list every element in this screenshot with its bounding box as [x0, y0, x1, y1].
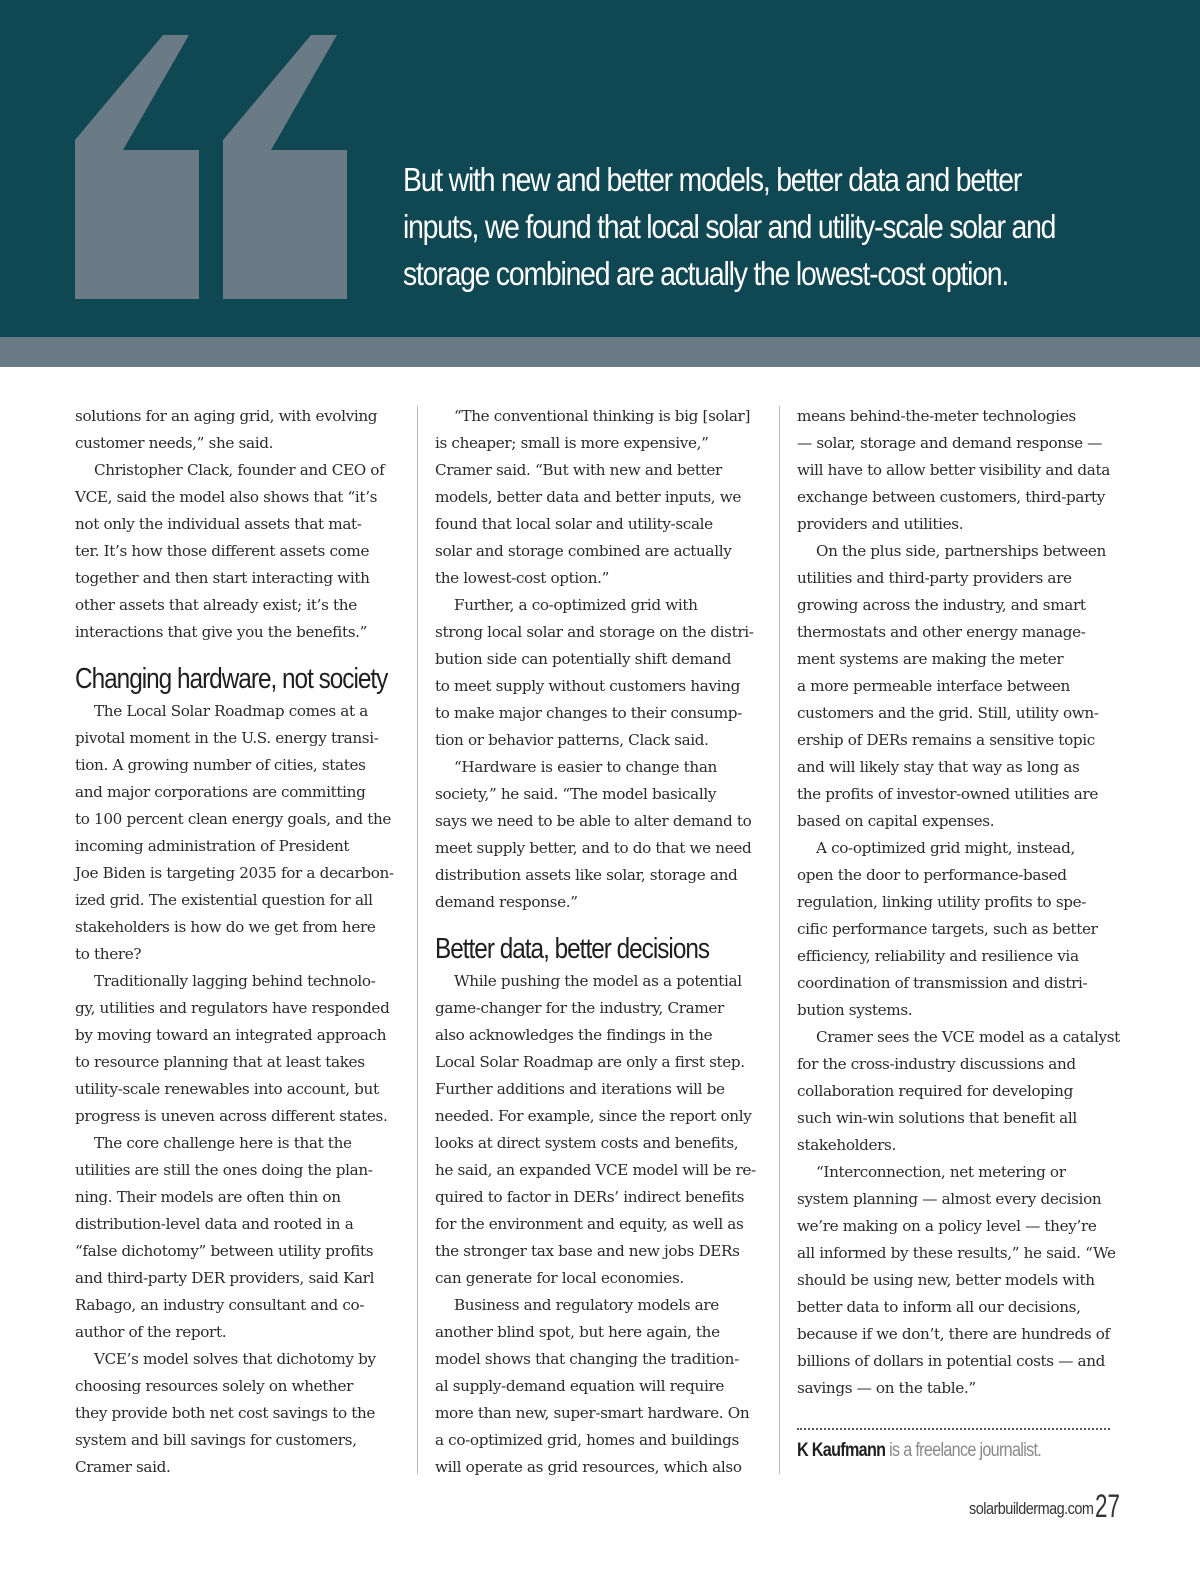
text-line: gy, utilities and regulators have responded — [75, 999, 390, 1017]
text-line: distribution assets like solar, storage and — [435, 866, 738, 884]
text-line: solar and storage combined are actually — [435, 542, 732, 560]
text-line: On the plus side, partnerships between — [816, 542, 1106, 560]
text-line: “The conventional thinking is big [solar] — [454, 407, 751, 425]
text-line: society,” he said. “The model basically — [435, 785, 717, 803]
text-line: coordination of transmission and distri- — [797, 974, 1088, 992]
quote-mark-right — [223, 35, 347, 299]
text-line: “Interconnection, net metering or — [816, 1163, 1066, 1181]
text-line: another blind spot, but here again, the — [435, 1323, 720, 1341]
text-line: should be using new, better models with — [797, 1271, 1095, 1289]
paragraph — [75, 968, 400, 1130]
pull-quote-line: But with new and better models, better data and better — [403, 161, 1022, 198]
text-line: will have to allow better visibility and data — [797, 461, 1110, 479]
text-line: stakeholders. — [797, 1136, 896, 1154]
text-line: can generate for local economies. — [435, 1269, 684, 1287]
text-line: says we need to be able to alter demand to — [435, 812, 752, 830]
text-line: — solar, storage and demand response — — [797, 434, 1103, 452]
text-line: to make major changes to their consump- — [435, 704, 742, 722]
quotation-mark-icon — [75, 35, 350, 300]
text-line: distribution-level data and rooted in a — [75, 1215, 354, 1233]
text-line: system planning — almost every decision — [797, 1190, 1102, 1208]
text-line: and will likely stay that way as long as — [797, 758, 1080, 776]
paragraph — [435, 754, 763, 916]
text-line: Further additions and iterations will be — [435, 1080, 725, 1098]
text-line: a co-optimized grid, homes and buildings — [435, 1431, 739, 1449]
text-line: Traditionally lagging behind technolo- — [94, 972, 376, 990]
text-line: efficiency, reliability and resilience via — [797, 947, 1079, 965]
text-line: models, better data and better inputs, we — [435, 488, 742, 506]
text-line: we’re making on a policy level — they’re — [797, 1217, 1097, 1235]
text-line: Cramer sees the VCE model as a catalyst — [816, 1028, 1120, 1046]
text-line: other assets that already exist; it’s the — [75, 596, 357, 614]
text-line: such win-win solutions that benefit all — [797, 1109, 1077, 1127]
text-line: all informed by these results,” he said. “We — [797, 1244, 1116, 1262]
paragraph — [435, 592, 763, 754]
paragraph — [797, 1024, 1122, 1159]
text-line: ership of DERs remains a sensitive topic — [797, 731, 1095, 749]
text-line: Further, a co-optimized grid with — [454, 596, 698, 614]
paragraph — [435, 968, 763, 1292]
text-line: means behind-the-meter technologies — [797, 407, 1076, 425]
paragraph — [75, 698, 400, 968]
text-line: the stronger tax base and new jobs DERs — [435, 1242, 740, 1260]
text-line: to there? — [75, 945, 142, 963]
paragraph — [797, 403, 1122, 538]
pull-quote — [403, 156, 1056, 297]
page-number: 27 — [1095, 1488, 1120, 1524]
text-line: not only the individual assets that mat- — [75, 515, 362, 533]
text-line: they provide both net cost savings to the — [75, 1404, 376, 1422]
text-line: utility-scale renewables into account, but — [75, 1080, 379, 1098]
dotted-divider — [797, 1428, 1110, 1430]
text-line: found that local solar and utility-scale — [435, 515, 713, 533]
text-line: to meet supply without customers having — [435, 677, 740, 695]
text-line: looks at direct system costs and benefits, — [435, 1134, 739, 1152]
text-line: more than new, super-smart hardware. On — [435, 1404, 750, 1422]
paragraph — [797, 835, 1122, 1024]
text-line: tion. A growing number of cities, states — [75, 756, 366, 774]
text-line: The core challenge here is that the — [94, 1134, 352, 1152]
text-line: regulation, linking utility profits to spe- — [797, 893, 1087, 911]
text-line: author of the report. — [75, 1323, 227, 1341]
text-line: the profits of investor-owned utilities are — [797, 785, 1099, 803]
text-line: Local Solar Roadmap are only a first step. — [435, 1053, 745, 1071]
article-column-2 — [435, 403, 763, 1481]
paragraph — [75, 1130, 400, 1346]
text-line: the lowest-cost option.” — [435, 569, 610, 587]
text-line: bution side can potentially shift demand — [435, 650, 732, 668]
text-line: providers and utilities. — [797, 515, 964, 533]
text-line: by moving toward an integrated approach — [75, 1026, 387, 1044]
text-line: Joe Biden is targeting 2035 for a decarbon- — [75, 864, 394, 882]
text-line: stakeholders is how do we get from here — [75, 918, 376, 936]
article-column-3 — [797, 403, 1122, 1402]
text-line: collaboration required for developing — [797, 1082, 1073, 1100]
text-line: ized grid. The existential question for all — [75, 891, 373, 909]
text-line: growing across the industry, and smart — [797, 596, 1086, 614]
text-line: model shows that changing the tradition- — [435, 1350, 739, 1368]
text-line: and third-party DER providers, said Karl — [75, 1269, 375, 1287]
text-line: strong local solar and storage on the distri- — [435, 623, 754, 641]
paragraph — [435, 1292, 763, 1481]
text-line: meet supply better, and to do that we need — [435, 839, 752, 857]
text-line: tion or behavior patterns, Clack said. — [435, 731, 709, 749]
text-line: system and bill savings for customers, — [75, 1431, 357, 1449]
text-line: to 100 percent clean energy goals, and the — [75, 810, 392, 828]
text-line: ment systems are making the meter — [797, 650, 1064, 668]
author-bio — [797, 1440, 1041, 1462]
text-line: Christopher Clack, founder and CEO of — [94, 461, 385, 479]
text-line: Cramer said. — [75, 1458, 171, 1476]
text-line: based on capital expenses. — [797, 812, 995, 830]
text-line: a more permeable interface between — [797, 677, 1070, 695]
paragraph — [435, 403, 763, 592]
text-line: and major corporations are committing — [75, 783, 366, 801]
text-line: choosing resources solely on whether — [75, 1377, 354, 1395]
text-line: “false dichotomy” between utility profits — [75, 1242, 374, 1260]
paragraph — [75, 457, 400, 646]
text-line: will operate as grid resources, which also — [435, 1458, 742, 1476]
text-line: is cheaper; small is more expensive,” — [435, 434, 709, 452]
text-line: quired to factor in DERs’ indirect benefits — [435, 1188, 745, 1206]
text-line: Business and regulatory models are — [454, 1296, 719, 1314]
footer-url: solarbuildermag.com — [969, 1499, 1094, 1518]
section-heading: Better data, better decisions — [435, 933, 710, 965]
text-line: Rabago, an industry consultant and co- — [75, 1296, 365, 1314]
text-line: interactions that give you the benefits.” — [75, 623, 368, 641]
paragraph — [75, 1346, 400, 1481]
text-line: customers and the grid. Still, utility own- — [797, 704, 1099, 722]
quote-mark-left — [75, 35, 199, 299]
text-line: thermostats and other energy manage- — [797, 623, 1086, 641]
paragraph — [797, 538, 1122, 835]
text-line: game-changer for the industry, Cramer — [435, 999, 724, 1017]
paragraph — [797, 1159, 1122, 1402]
article-column-1 — [75, 403, 400, 1481]
text-line: pivotal moment in the U.S. energy transi- — [75, 729, 379, 747]
text-line: bution systems. — [797, 1001, 913, 1019]
text-line: progress is uneven across different states. — [75, 1107, 388, 1125]
text-line: to resource planning that at least takes — [75, 1053, 365, 1071]
text-line: savings — on the table.” — [797, 1379, 976, 1397]
column-divider — [779, 406, 780, 1474]
text-line: cific performance targets, such as better — [797, 920, 1098, 938]
text-line: needed. For example, since the report only — [435, 1107, 752, 1125]
text-line: incoming administration of President — [75, 837, 350, 855]
text-line: A co-optimized grid might, instead, — [816, 839, 1075, 857]
author-name: K Kaufmann — [797, 1440, 886, 1461]
hero-banner — [0, 0, 1200, 337]
text-line: utilities are still the ones doing the plan- — [75, 1161, 373, 1179]
text-line: al supply-demand equation will require — [435, 1377, 725, 1395]
text-line: VCE, said the model also shows that “it’s — [75, 488, 378, 506]
text-line: customer needs,” she said. — [75, 434, 274, 452]
text-line: solutions for an aging grid, with evolving — [75, 407, 378, 425]
paragraph — [75, 403, 400, 457]
text-line: Cramer said. “But with new and better — [435, 461, 722, 479]
text-line: for the environment and equity, as well as — [435, 1215, 744, 1233]
text-line: utilities and third-party providers are — [797, 569, 1072, 587]
text-line: also acknowledges the findings in the — [435, 1026, 713, 1044]
author-bio-text: is a freelance journalist. — [885, 1440, 1042, 1461]
text-line: because if we don’t, there are hundreds of — [797, 1325, 1110, 1343]
text-line: demand response.” — [435, 893, 578, 911]
section-heading: Changing hardware, not society — [75, 663, 388, 695]
text-line: open the door to performance-based — [797, 866, 1067, 884]
text-line: “Hardware is easier to change than — [454, 758, 717, 776]
text-line: together and then start interacting with — [75, 569, 370, 587]
hero-band — [0, 337, 1200, 367]
text-line: exchange between customers, third-party — [797, 488, 1105, 506]
text-line: better data to inform all our decisions, — [797, 1298, 1081, 1316]
text-line: he said, an expanded VCE model will be re- — [435, 1161, 756, 1179]
column-divider — [417, 406, 418, 1474]
text-line: While pushing the model as a potential — [454, 972, 742, 990]
text-line: ter. It’s how those different assets come — [75, 542, 370, 560]
text-line: for the cross-industry discussions and — [797, 1055, 1076, 1073]
pull-quote-line: storage combined are actually the lowest-cost option. — [403, 255, 1009, 292]
text-line: billions of dollars in potential costs — and — [797, 1352, 1106, 1370]
text-line: VCE’s model solves that dichotomy by — [94, 1350, 376, 1368]
text-line: The Local Solar Roadmap comes at a — [94, 702, 368, 720]
pull-quote-line: inputs, we found that local solar and utility-scale solar and — [403, 208, 1056, 245]
text-line: ning. Their models are often thin on — [75, 1188, 341, 1206]
